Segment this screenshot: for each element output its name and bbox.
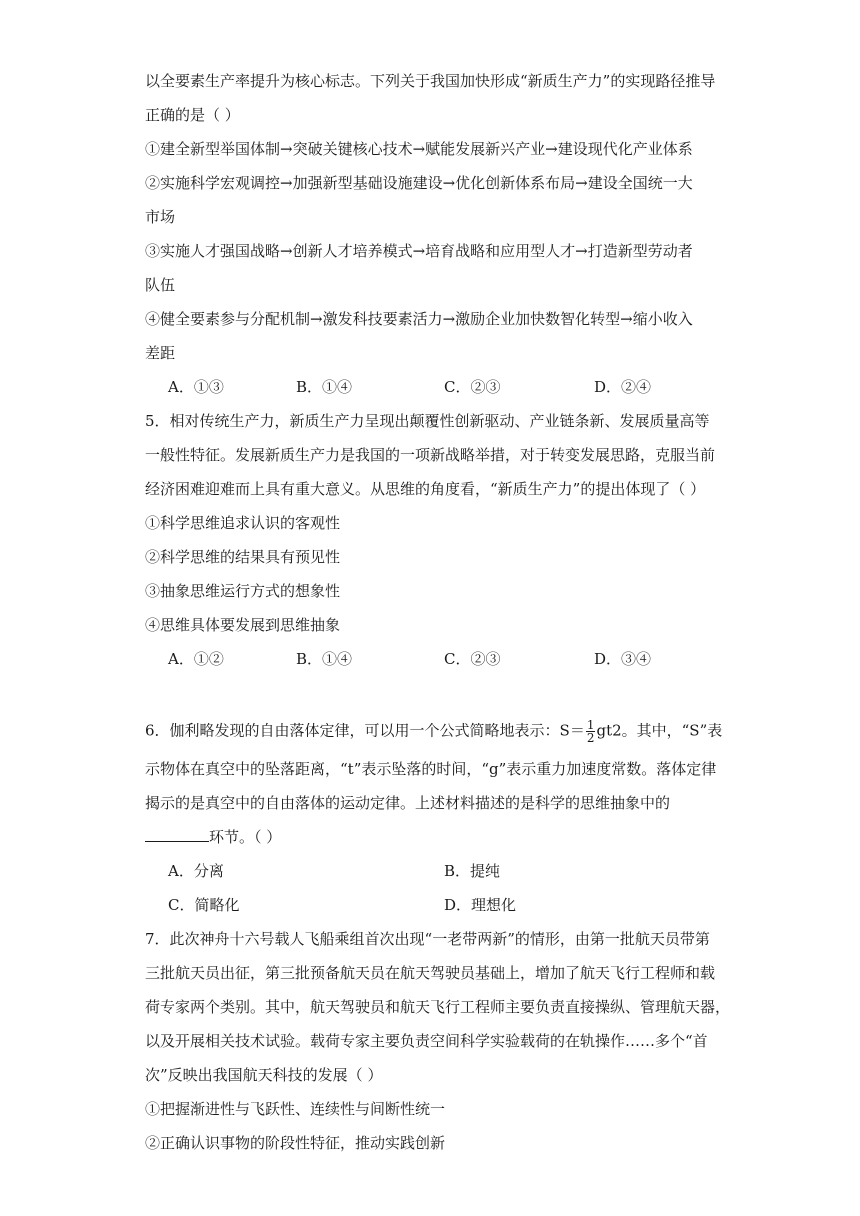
q6-stem-suffix: gt2。其中，“S”表 xyxy=(596,721,723,740)
q5-statement-1: ①科学思维追求认识的客观性 xyxy=(145,514,341,532)
q6-option-c[interactable]: C．简略化 xyxy=(168,896,240,914)
q6-stem-line-4-text: 环节。（ ） xyxy=(209,828,282,846)
q4-stem-line-2: 正确的是（ ） xyxy=(145,106,240,124)
q6-stem-prefix: 6．伽利略发现的自由落体定律，可以用一个公式简略地表示：S＝ xyxy=(145,721,585,740)
q4-option-b[interactable]: B．①④ xyxy=(296,378,353,396)
q4-statement-1: ①建全新型举国体制→突破关键核心技术→赋能发展新兴产业→建设现代化产业体系 xyxy=(145,140,693,158)
q4-statement-3: ③实施人才强国战略→创新人才培养模式→培育战略和应用型人才→打造新型劳动者 xyxy=(145,242,693,260)
q7-stem-line-5: 次”反映出我国航天科技的发展（ ） xyxy=(145,1066,383,1084)
q4-statement-4: ④健全要素参与分配机制→激发科技要素活力→激励企业加快数智化转型→缩小收入 xyxy=(145,310,693,328)
q5-stem-line-1: 5．相对传统生产力，新质生产力呈现出颠覆性创新驱动、产业链条新、发展质量高等 xyxy=(145,412,710,430)
q4-statement-2: ②实施科学宏观调控→加强新型基础设施建设→优化创新体系布局→建设全国统一大 xyxy=(145,174,693,192)
q4-statement-4-cont: 差距 xyxy=(145,344,176,362)
q7-stem-line-1: 7．此次神舟十六号载人飞船乘组首次出现“一老带两新”的情形，由第一批航天员带第 xyxy=(145,930,710,948)
q4-option-c[interactable]: C．②③ xyxy=(444,378,501,396)
fraction-numerator: 1 xyxy=(586,718,595,732)
q5-statement-2: ②科学思维的结果具有预见性 xyxy=(145,548,341,566)
q5-statement-3: ③抽象思维运行方式的想象性 xyxy=(145,582,341,600)
q5-option-d[interactable]: D．③④ xyxy=(594,650,652,668)
q4-statement-3-cont: 队伍 xyxy=(145,276,176,294)
fill-in-blank xyxy=(145,827,209,842)
q6-option-b[interactable]: B．提纯 xyxy=(444,862,501,880)
q4-option-d[interactable]: D．②④ xyxy=(594,378,652,396)
q7-statement-1: ①把握渐进性与飞跃性、连续性与间断性统一 xyxy=(145,1100,446,1118)
q7-stem-line-3: 荷专家两个类别。其中，航天驾驶员和航天飞行工程师主要负责直接操纵、管理航天器， xyxy=(145,998,731,1016)
formula-fraction xyxy=(586,719,596,744)
q4-option-a[interactable]: A．①③ xyxy=(168,378,224,396)
q5-option-b[interactable]: B．①④ xyxy=(296,650,353,668)
q6-option-a[interactable]: A．分离 xyxy=(168,862,224,880)
q6-stem-line-2: 示物体在真空中的坠落距离，“t”表示坠落的时间，“g”表示重力加速度常数。落体定律 xyxy=(145,760,717,778)
q6-option-d[interactable]: D．理想化 xyxy=(444,896,517,914)
q7-statement-2: ②正确认识事物的阶段性特征，推动实践创新 xyxy=(145,1134,446,1152)
q4-statement-2-cont: 市场 xyxy=(145,208,176,226)
q7-stem-line-4: 以及开展相关技术试验。载荷专家主要负责空间科学实验载荷的在轨操作……多个“首 xyxy=(145,1032,708,1050)
q5-option-c[interactable]: C．②③ xyxy=(444,650,501,668)
q5-option-a[interactable]: A．①② xyxy=(168,650,224,668)
q5-stem-line-2: 一般性特征。发展新质生产力是我国的一项新战略举措，对于转变发展思路，克服当前 xyxy=(145,446,716,464)
q4-stem-line-1: 以全要素生产率提升为核心标志。下列关于我国加快形成“新质生产力”的实现路径推导 xyxy=(145,72,716,90)
q7-stem-line-2: 三批航天员出征，第三批预备航天员在航天驾驶员基础上，增加了航天飞行工程师和载 xyxy=(145,964,716,982)
q6-stem-line-3: 揭示的是真空中的自由落体的运动定律。上述材料描述的是科学的思维抽象中的 xyxy=(145,794,671,812)
q6-stem-line-1 xyxy=(145,719,722,744)
fraction-denominator: 2 xyxy=(586,731,595,745)
q6-stem-line-4 xyxy=(145,827,281,847)
q5-stem-line-3: 经济困难迎难而上具有重大意义。从思维的角度看，“新质生产力”的提出体现了（ ） xyxy=(145,480,706,498)
q5-statement-4: ④思维具体要发展到思维抽象 xyxy=(145,616,341,634)
